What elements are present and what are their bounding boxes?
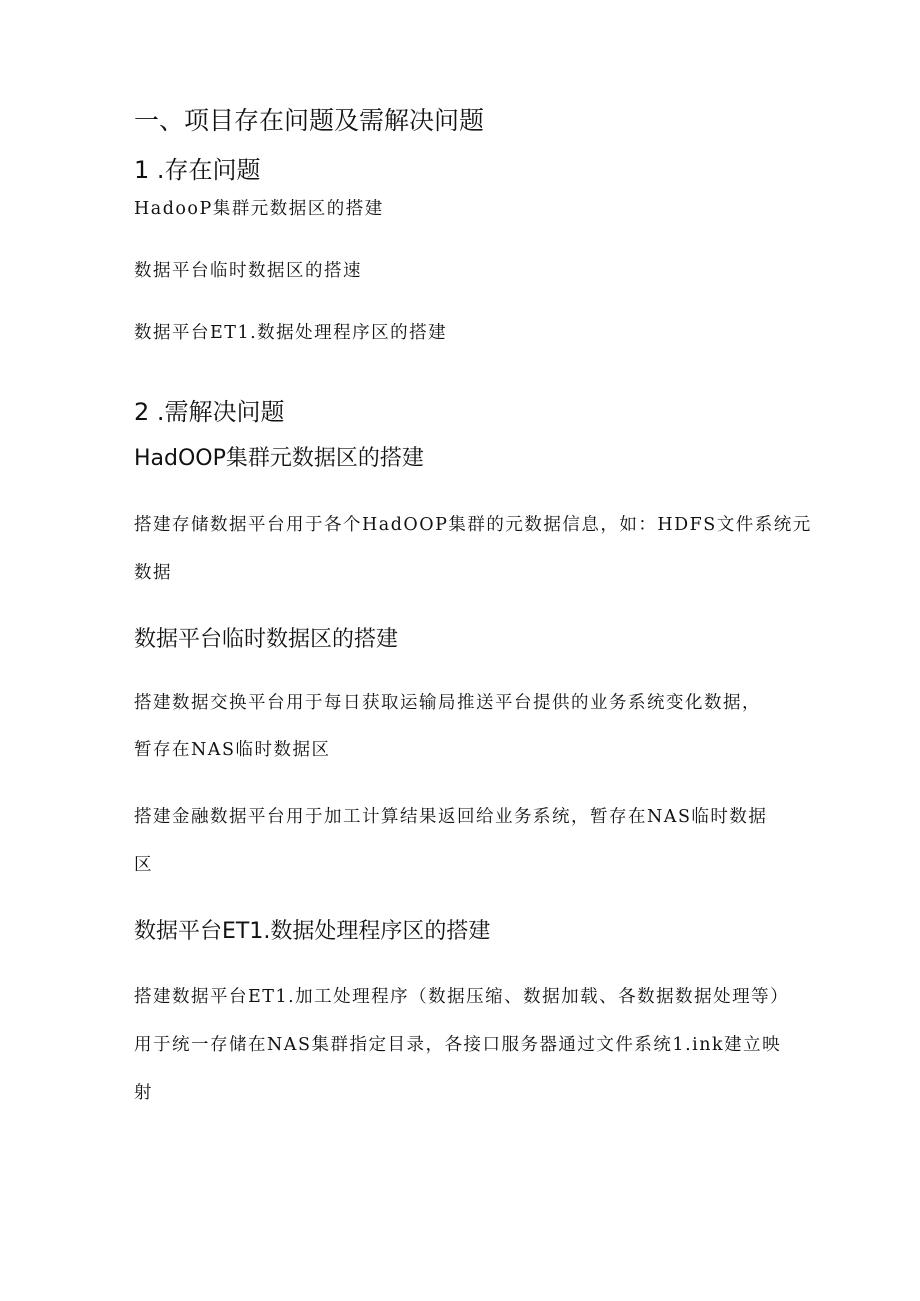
subsection1-para-line-2: 数据 (134, 563, 172, 583)
section1-item-1: HadooP集群元数据区的搭建 (134, 199, 384, 219)
subsection2-para2-line-2: 区 (134, 855, 153, 875)
subsection3-para-line-3: 射 (134, 1083, 153, 1103)
subsection2-para1-line-2: 暂存在NAS临时数据区 (134, 740, 331, 760)
subsection1-para-line-1: 搭建存储数据平台用于各个HadOOP集群的元数据信息，如：HDFS文件系统元 (134, 515, 812, 535)
subsection1-title: HadOOP集群元数据区的搭建 (134, 446, 424, 471)
subsection2-para1-line-1: 搭建数据交换平台用于每日获取运输局推送平台提供的业务系统变化数据， (134, 693, 761, 713)
section1-item-3: 数据平台ET1.数据处理程序区的搭建 (134, 323, 448, 343)
section1-title: 1 .存在问题 (134, 156, 261, 184)
subsection2-title: 数据平台临时数据区的搭建 (134, 627, 399, 652)
section2-title: 2 .需解决问题 (134, 398, 285, 426)
main-heading: 一、项目存在问题及需解决问题 (134, 106, 485, 135)
subsection3-para-line-1: 搭建数据平台ET1.加工处理程序（数据压缩、数据加载、各数据数据处理等） (134, 987, 790, 1007)
subsection2-para2-line-1: 搭建金融数据平台用于加工计算结果返回给业务系统，暂存在NAS临时数据 (134, 807, 768, 827)
subsection3-title: 数据平台ET1.数据处理程序区的搭建 (134, 919, 491, 944)
section1-item-2: 数据平台临时数据区的搭速 (134, 261, 362, 281)
subsection3-para-line-2: 用于统一存储在NAS集群指定目录，各接口服务器通过文件系统1.ink建立映 (134, 1035, 782, 1055)
